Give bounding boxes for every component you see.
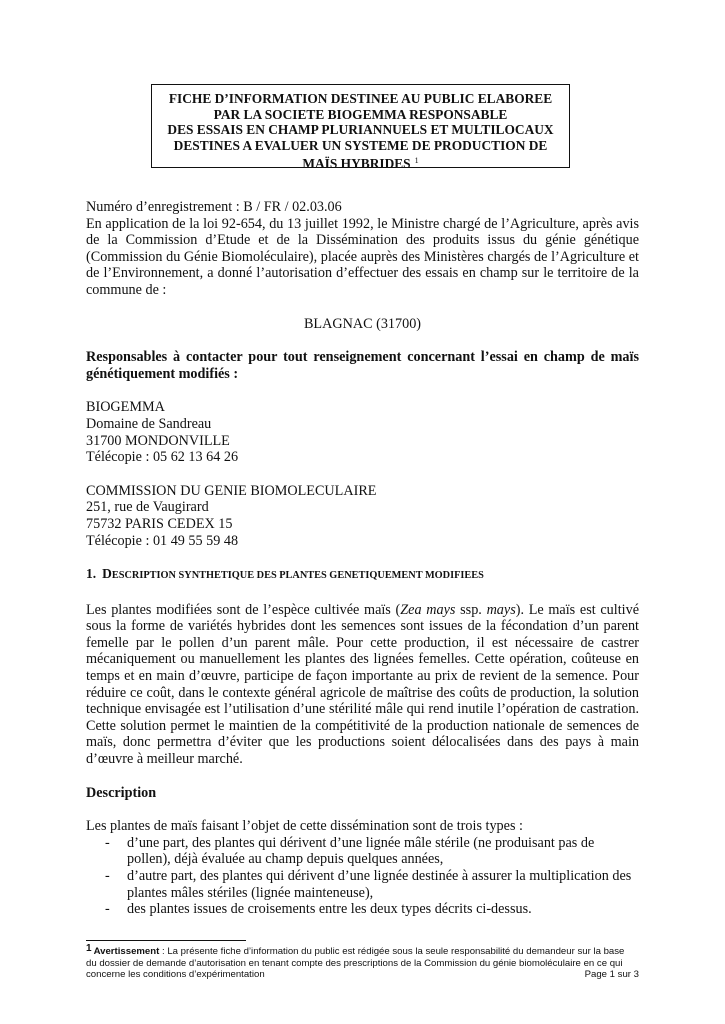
bullet-dash: - <box>105 834 110 851</box>
footnote-label: Avertissement <box>93 946 160 957</box>
footnote <box>86 943 639 981</box>
footnote-text-1: : La présente fiche d’information du public est rédigée sous la seule responsabilité du demandeur sur la base <box>159 946 625 957</box>
contact-2-name: COMMISSION DU GENIE BIOMOLECULAIRE <box>86 482 377 499</box>
commune-name: BLAGNAC (31700) <box>303 315 422 332</box>
list-item-text: d’autre part, des plantes qui dérivent d’une lignée destinée à assurer la multiplication des plantes mâles stériles (lignée mainteneuse), <box>127 868 632 901</box>
title-line-2: PAR LA SOCIETE BIOGEMMA RESPONSABLE <box>213 106 508 122</box>
list-item <box>86 835 639 868</box>
paragraph-1-start: Les plantes modifiées sont de l’espèce cultivée maïs ( <box>86 601 401 618</box>
bullet-dash: - <box>105 901 110 918</box>
document-title-box <box>151 84 570 172</box>
paragraph-1-rest: ). Le maïs est cultivé sous la forme de variétés hybrides dont les semences sont issues de la fécondation d’un parent femelle par le pollen d’un parent mâle. Pour cette production, il est nécessaire de castrer mécaniquement ou manuellement les plantes des lignées femelles. Cette opération, coûteuse en temps et en main d’œuvre, participe de façon importante au prix de revient de la semence. Pour réduire ce coût, dans le contexte général agricole de maîtrise des coûts de production, la solution technique envisagée est l’utilisation d’une stérilité mâle qui rend inutile l’opération de castration. Cette solution permet le maintien de la compétitivité de la production nationale de semences de maïs, donc permettra d’éviter que les productions soient délocalisées dans des pays à main d’œuvre à meilleur marché. <box>86 601 639 768</box>
title-footnote-ref: 1 <box>414 156 419 166</box>
title-line-1: FICHE D’INFORMATION DESTINEE AU PUBLIC ELABOREE <box>168 91 553 106</box>
footnote-line-1 <box>86 943 639 958</box>
footnote-line-3 <box>86 969 639 981</box>
contacts-heading: Responsables à contacter pour tout renseignement concernant l’essai en champ de maïs génétiquement modifiés : <box>86 349 639 382</box>
title-line-5-text: MAÏS HYBRIDES <box>302 156 411 172</box>
footnote-number: 1 <box>86 943 92 954</box>
paragraph-1 <box>86 602 639 768</box>
registration-number: Numéro d’enregistrement : B / FR / 02.03.06 <box>86 199 342 215</box>
contact-biogemma <box>86 399 639 465</box>
contact-2-address-1: 251, rue de Vaugirard <box>86 499 209 516</box>
list-item <box>86 868 639 901</box>
title-line-5 <box>152 153 569 172</box>
intro-paragraph: En application de la loi 92-654, du 13 juillet 1992, le Ministre chargé de l’Agriculture, après avis de la Commission d’Etude et de la Dissémination des produits issus du génie génétique (Commission du Génie Biomoléculaire), placée auprès des Ministères chargés de l’Agriculture et de l’Environnement, a donné l’autorisation d’effectuer des essais en champ sur le territoire de la commune de : <box>86 215 639 298</box>
species-name: Zea mays <box>400 601 456 618</box>
title-line-4: DESTINES A EVALUER UN SYSTEME DE PRODUCTION DE <box>173 137 548 153</box>
document-body <box>86 199 639 918</box>
title-line-3: DES ESSAIS EN CHAMP PLURIANNUELS ET MULTILOCAUX <box>167 122 554 138</box>
description-heading: Description <box>86 784 157 801</box>
section-1-cap: D <box>102 566 112 582</box>
footnote-separator <box>86 940 246 941</box>
contact-2-address-2: 75732 PARIS CEDEX 15 <box>86 515 233 532</box>
list-item-text: des plantes issues de croisements entre les deux types décrits ci-dessus. <box>127 901 532 918</box>
contact-1-address-2: 31700 MONDONVILLE <box>86 432 230 449</box>
bullet-dash: - <box>105 868 110 884</box>
contact-1-name: BIOGEMMA <box>86 399 165 416</box>
footnote-line-2: du dossier de demande d’autorisation en tenant compte des prescriptions de la Commission du génie biomoléculaire en ce qui <box>86 957 623 969</box>
contact-1-fax: Télécopie : 05 62 13 64 26 <box>86 449 239 466</box>
section-1-number: 1. <box>86 566 97 582</box>
section-1-heading <box>86 566 639 585</box>
contact-1-address-1: Domaine de Sandreau <box>86 415 212 432</box>
plant-types-list <box>86 835 639 918</box>
list-item <box>86 901 639 918</box>
subspecies-name: mays <box>486 601 516 618</box>
contact-commission <box>86 483 639 549</box>
section-1-title: ESCRIPTION SYNTHETIQUE DES PLANTES GENETIQUEMENT MODIFIEES <box>111 570 484 582</box>
page-number: Page 1 sur 3 <box>584 969 639 981</box>
description-intro: Les plantes de maïs faisant l’objet de cette dissémination sont de trois types : <box>86 818 523 835</box>
list-item-text: d’une part, des plantes qui dérivent d’une lignée mâle stérile (ne produisant pas de pollen), déjà évaluée au champ depuis quelques années, <box>127 834 595 868</box>
paragraph-1-middle: ssp. <box>455 601 487 618</box>
footnote-text-3: concerne les conditions d’expérimentation <box>86 969 265 981</box>
contact-2-fax: Télécopie : 01 49 55 59 48 <box>86 532 239 549</box>
